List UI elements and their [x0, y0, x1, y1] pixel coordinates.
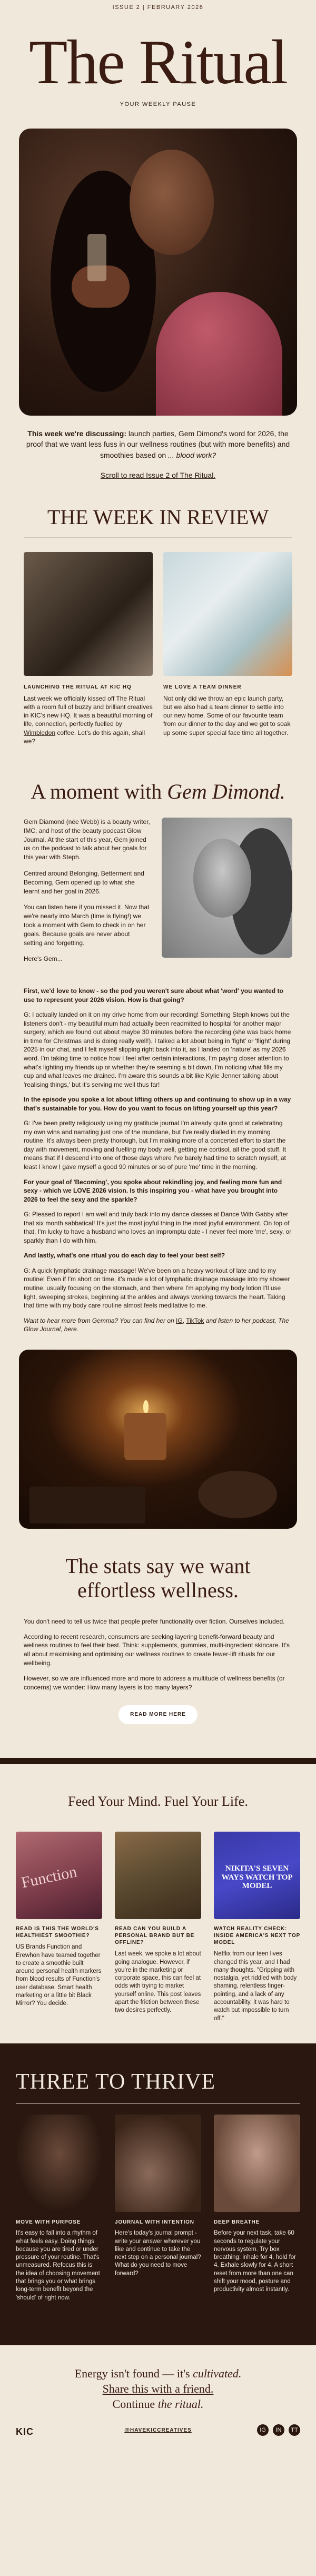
feed-image-text: NIKITA'S SEVEN WAYS WATCH TOP MODEL: [221, 1864, 293, 1891]
thrive-label: MOVE WITH PURPOSE: [16, 2219, 81, 2226]
qa-tail: [24, 1316, 292, 1334]
qa-question: First, we'd love to know - so the pod you weren't sure about what 'word' you wanted to use to represent your 2026 vision. How is that going?: [24, 987, 283, 1004]
stats-text: [24, 1617, 292, 1692]
moment-para: Gem Diamond (née Webb) is a beauty writer, IMC, and host of the beauty podcast Glow Journal. At the start of this year, Gem joined us on the podcast to talk about her goals for this year with Steph.: [24, 818, 150, 861]
thrive-text: Here's today's journal prompt - write your answer wherever you like and continue to take the next step on a personal journal? What do you need to move forward?: [115, 2230, 201, 2277]
footer-line-1-italic: cultivated.: [193, 2367, 242, 2381]
qa-question: And lastly, what's one ritual you do each day to feel your best self?: [24, 1252, 225, 1260]
qa-answer: G: Pleased to report I am well and truly back into my dance classes at Dance With Gabby after that six month sabbatical! It's just the most joyful thing in the most joyful environment. On top of that, I'm lucky to have a husband who loves an impromptu date - I never feel more 'me', sexy, or sparkly than I do with him.: [24, 1211, 292, 1244]
feed-card: [214, 1832, 300, 2023]
hero-image: [19, 129, 297, 416]
footer-line-1: Energy isn't found — it's: [74, 2367, 190, 2381]
feed-cards: [16, 1832, 300, 2023]
review-image-dinner: [163, 552, 292, 676]
review-link[interactable]: Wimbledon: [24, 729, 56, 736]
qa-tail-sep: ,: [182, 1316, 185, 1324]
qa-answer: G: I've been pretty religiously using my gratitude journal I'm already quite good at celebrating my own wins and narrating just one of the mundane, but I've really dialled in my morning routine. It's always been pretty thorough, but I'm making more of a concerted effort to start the day with movement, moving and fuelling my body well, getting me cortisol, all the good stuff. It means that if I descend into one of those days where I've barely had time to scratch myself, at least I know I gave myself a good 90 minutes or so of pure 'me' time in the morning.: [24, 1119, 287, 1171]
tagline: YOUR WEEKLY PAUSE: [120, 101, 196, 107]
three-to-thrive-section: [0, 2050, 316, 2345]
qa-tail-text: Want to hear more from Gemma? You can find her on: [24, 1316, 174, 1324]
feed-card: [115, 1832, 201, 2023]
feed-label[interactable]: READ IS THIS THE WORLD'S HEALTHIEST SMOOTHIE?: [16, 1926, 99, 1939]
tiktok-icon[interactable]: TT: [289, 2424, 300, 2436]
feed-title: Feed Your Mind. Fuel Your Life.: [68, 1794, 248, 1810]
thrive-image-breathe: [214, 2115, 300, 2212]
feed-card: [16, 1832, 102, 2023]
issue-line: ISSUE 2 | FEBRUARY 2026: [112, 4, 204, 11]
feed-label[interactable]: READ CAN YOU BUILD A PERSONAL BRAND BUT BE OFFLINE?: [115, 1926, 195, 1946]
instagram-icon[interactable]: IG: [257, 2424, 269, 2436]
intro-body-italic: ... blood work?: [168, 450, 216, 459]
tiktok-link[interactable]: TikTok: [186, 1316, 204, 1324]
moment-para: Here's Gem...: [24, 955, 63, 963]
qa-answer: G: I actually landed on it on my drive home from our recording! Something Steph knows but the listeners don't - my beautiful mum had actually been readmitted to hospital for another major surgery, which we found out about maybe 30 minutes before the recording (she was back home in time for Christmas and is doing really well!). I talked a lot about being in 'fight' or 'flight' during 2025 in our chat, and I felt myself slipping right back into it, as I landed on 'nature' as my 2026 word. I'm taking time to notice how I feel after certain interactions, I'm paying closer attention to what's lighting my friends up or whether they're seeming a bit down, I'm noticing what fills my cup and what leaves me drained. I'm aware this sounds a bit like Kylie Jenner talking about 'realising things,' but it's serving me well thus far!: [24, 1011, 291, 1088]
stats-para: However, so we are influenced more and more to address a multitude of wellness benefits (or concerns) we wonder: How many layers is too many layers?: [24, 1674, 285, 1691]
thrive-label: JOURNAL WITH INTENTION: [115, 2219, 194, 2226]
intro-body: launch parties, Gem Dimond's word for 2026, the proof that we want less fuss in our wellness routines (but with more benefits) and smoothies based on: [26, 429, 290, 459]
feed-image-text: Function: [19, 1863, 78, 1892]
read-more-button[interactable]: READ MORE HERE: [118, 1705, 197, 1724]
footer-quote: [0, 2366, 316, 2412]
review-card: [163, 552, 292, 745]
scroll-read-link[interactable]: Scroll to read Issue 2 of The Ritual.: [100, 470, 216, 479]
qa-answer: G: A quick lymphatic drainage massage! We've been on a heavy workout of late and to my routine! Even if I'm short on time, it's made a lot of lymphatic drainage massage into my shower routine, usually focusing on the stomach, and then where I'm applying my body lotion I'll use light, sweeping strokes, beginning at the ankles and always working towards the heart. Taking that time with my body care routine almost feels meditative to me.: [24, 1266, 290, 1310]
social-links: [257, 2424, 300, 2436]
intro-link-row: [0, 471, 316, 479]
stats-para: You don't need to tell us twice that people prefer functionality over fiction. Ourselves included.: [24, 1617, 285, 1625]
footer-line-3: Continue: [112, 2397, 155, 2411]
feed-text: US Brands Function and Erewhon have teamed together to create a smoothie built around personal health markers from blood results of Function's user database. Smart health marketing or a little bit Black Mirror? You decide.: [16, 1944, 102, 2007]
feed-image-function[interactable]: [16, 1832, 102, 1919]
moment-title-italic: Gem Dimond.: [167, 780, 285, 804]
review-label: LAUNCHING THE RITUAL AT KIC HQ: [24, 684, 132, 690]
feed-image-brand[interactable]: [115, 1832, 201, 1919]
share-link[interactable]: Share this with a friend.: [102, 2382, 214, 2395]
moment-text: [24, 818, 150, 971]
qa-question: For your goal of 'Becoming', you spoke about rekindling joy, and feeling more fun and sexy - which we LOVE 2026 vision. Is this inspiring you - what have you brought into 2026 to feel the sexy and the sparkle?: [24, 1178, 282, 1203]
stats-para: According to recent research, consumers are seeking layering benefit-forward beauty and wellness routines to feel their best. Think: supplements, gummies, multi-ingredient skincare. It's all about maximising and optimising our wellness routines to create fewer-lift rituals for our wellbeing.: [24, 1633, 290, 1667]
review-label: WE LOVE A TEAM DINNER: [163, 684, 242, 690]
qa-tail-end: and listen to her podcast, The Glow Journal, here.: [24, 1316, 289, 1333]
kic-logo[interactable]: KIC: [16, 2426, 34, 2437]
candle-image: [19, 1350, 297, 1529]
moment-title: [0, 779, 316, 804]
footer-bar: [16, 2423, 300, 2444]
thrive-image-journal: [115, 2115, 201, 2212]
gem-portrait: [162, 818, 292, 958]
feed-text: Netflix from our teen lives changed this year, and I had many thoughts. "Gripping with nostalgia, yet riddled with body shaming, relentless finger-pointing, and a lack of any accountability, it was hard to watch but impossible to turn off.": [214, 1951, 297, 2022]
review-text-b: coffee. Let's do this again, shall we?: [24, 729, 145, 745]
moment-title-plain: A moment with: [31, 780, 162, 804]
moment-para: You can listen here if you missed it. Now that we're nearly into March (time is flying!) we took a moment with Gem to check in on her goals. Because goals are never about setting and forgetting.: [24, 903, 150, 947]
footer-line-3-italic: the ritual.: [157, 2397, 204, 2411]
review-card: [24, 552, 153, 745]
review-image-launch: [24, 552, 153, 676]
linkedin-icon[interactable]: IN: [273, 2424, 284, 2436]
thrive-card: [214, 2115, 300, 2302]
qa-section: [24, 987, 292, 1334]
feed-image-top-model[interactable]: [214, 1832, 300, 1919]
stats-title: The stats say we want effortless wellness.: [65, 1554, 251, 1602]
thrive-text: Before your next task, take 60 seconds to regulate your nervous system. Try box breathing: inhale for 4, hold for 4. Exhale slowly for 4. A short reset from more than one can shift your mood, posture and productivity almost instantly.: [214, 2230, 296, 2293]
feed-text: Last week, we spoke a lot about going analogue. However, if you're in the marketing or corporate space, this can feel at odds with trying to market yourself online. This post leaves apart the friction between these two desires perfectly.: [115, 1951, 201, 2014]
three-to-thrive-title: THREE TO THRIVE: [16, 2070, 215, 2095]
review-cards: [24, 552, 292, 745]
thrive-text: It's easy to fall into a rhythm of what feels easy. Doing things because you are tired or under pressure of your routine. That's unmeasured. Refocus this is the idea of choosing movement that brings you or what brings long-term benefit beyond the 'should' of right now.: [16, 2230, 100, 2301]
feed-section: [0, 1758, 316, 2050]
review-text: [24, 694, 153, 745]
feed-label[interactable]: WATCH REALITY CHECK: INSIDE AMERICA'S NEXT TOP MODEL: [214, 1926, 300, 1946]
thrive-card: [115, 2115, 201, 2302]
review-text: Not only did we throw an epic launch party, but we also had a team dinner to settle into our new home. Some of our favourite team from our dinner to the day and we got to soak up some super special face time all together.: [163, 694, 291, 736]
handle-link[interactable]: @HAVEKICCREATIVES: [124, 2427, 192, 2434]
review-text-a: Last week we officially kissed off The Ritual with a room full of buzzy and brilliant creatives in KIC's new HQ. It was a beautiful morning of life, connection, perfectly fuelled by: [24, 694, 153, 728]
moment-section: [24, 818, 292, 971]
thrive-label: DEEP BREATHE: [214, 2219, 260, 2226]
week-in-review-title: THE WEEK IN REVIEW: [47, 505, 269, 529]
ig-link[interactable]: IG: [176, 1316, 183, 1324]
intro-paragraph: [24, 428, 292, 460]
intro-lead: This week we're discussing:: [27, 429, 126, 438]
masthead-title: The Ritual: [29, 27, 287, 97]
thrive-card: [16, 2115, 102, 2302]
thrive-cards: [16, 2115, 300, 2302]
moment-para: Centred around Belonging, Betterment and Becoming, Gem opened up to what she learnt and her goal in 2026.: [24, 870, 144, 895]
thrive-image-move: [16, 2115, 102, 2212]
qa-question: In the episode you spoke a lot about lifting others up and continuing to show up in a way that's sustainable for you. How do you want to focus on lifting yourself up this year?: [24, 1096, 291, 1112]
